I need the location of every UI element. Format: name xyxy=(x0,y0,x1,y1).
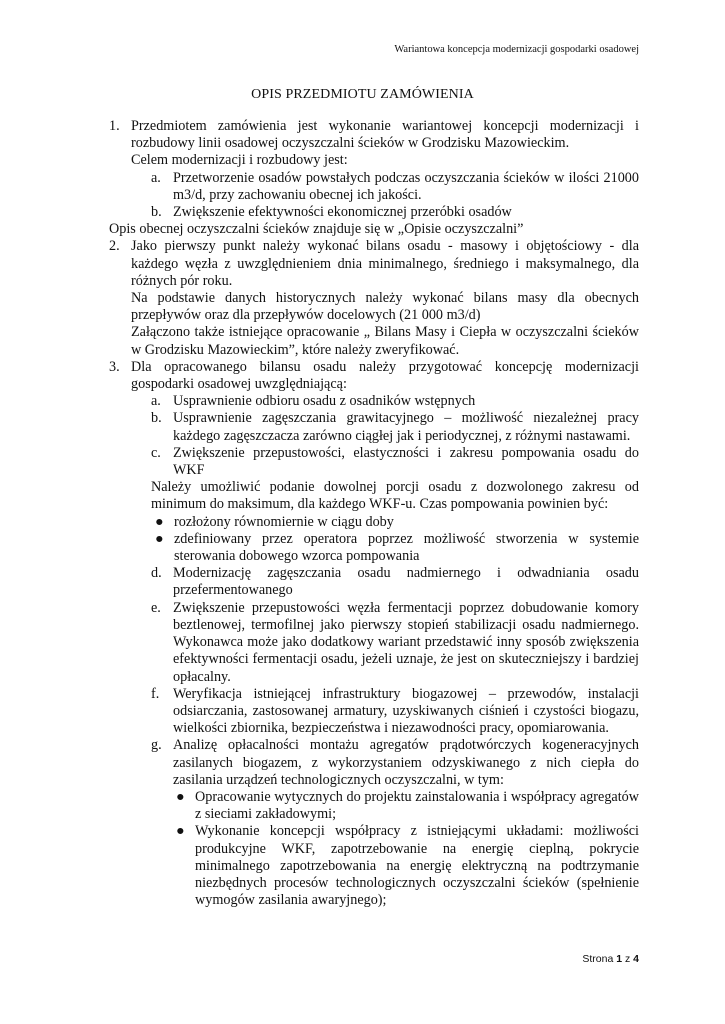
sub-item-text: Przetworzenie osadów powstałych podczas oczyszczania ścieków w ilości 21000 m3/d, przy zachowaniu obecnej ich jakości. xyxy=(173,169,639,203)
bullet-text: Opracowanie wytycznych do projektu zainstalowania i współpracy agregatów z sieciami zakładowymi; xyxy=(195,788,639,823)
bullet-text: zdefiniowany przez operatora poprzez możliwość stworzenia w systemie sterowania dobowego wzorca pompowania xyxy=(174,530,639,565)
running-header: Wariantowa koncepcja modernizacji gospodarki osadowej xyxy=(394,44,639,55)
bullet-text: Wykonanie koncepcji współpracy z istniejącymi układami: możliwości produkcyjne WKF, zapotrzebowanie na energię cieplną, pokrycie minimalnego zapotrzebowania na energię elektryczną na podtrzymanie niezbędnych procesów technologicznych oczyszczalni ścieków (spełnienie wymogów zasilania awaryjnego); xyxy=(195,823,639,909)
item-text: Przedmiotem zamówienia jest wykonanie wariantowej koncepcji modernizacji i rozbudowy linii osadowej oczyszczalni ścieków w Grodzisku Mazowieckim. xyxy=(131,118,639,152)
document-title: OPIS PRZEDMIOTU ZAMÓWIENIA xyxy=(251,87,474,102)
paragraph: Na podstawie danych historycznych należy wykonać bilans masy dla obecnych przepływów oraz dla przepływów docelowych (21 000 m3/d) xyxy=(131,290,639,324)
item-number: 1. xyxy=(109,118,120,134)
sub-item-text: Zwiększenie przepustowości, elastyczności i zakresu pompowania osadu do WKF xyxy=(173,444,639,479)
page-total: 4 xyxy=(633,953,639,965)
sub-item-3b xyxy=(109,410,639,444)
sub-item-label: g. xyxy=(151,737,162,754)
list-item-3 xyxy=(109,359,639,393)
sub-item-label: a. xyxy=(151,393,161,410)
sub-item-3c xyxy=(109,445,639,479)
sub-item-label: e. xyxy=(151,599,161,616)
sub-item-text: Analizę opłacalności montażu agregatów prądotwórczych kogeneracyjnych zasilanych biogazem, z wykorzystaniem odzyskiwanego z nich ciepła do zasilania urządzeń technologicznych oczyszczalni, w tym: xyxy=(173,737,639,788)
sub-item-label: b. xyxy=(151,204,162,221)
sub-item-label: d. xyxy=(151,565,162,582)
sub-item-3a xyxy=(109,393,639,410)
sub-item-label: c. xyxy=(151,444,161,461)
bullet-text: rozłożony równomiernie w ciągu doby xyxy=(174,513,394,530)
page-label: Strona xyxy=(582,953,614,965)
goal-intro: Celem modernizacji i rozbudowy jest: xyxy=(131,152,348,169)
sub-item-text: Usprawnienie odbioru osadu z osadników wstępnych xyxy=(173,393,476,410)
bullet-icon: ● xyxy=(176,788,185,805)
list-item-2 xyxy=(109,238,639,290)
document-body xyxy=(109,118,639,909)
sub-item-label: b. xyxy=(151,410,162,427)
sub-item-text: Weryfikacja istniejącej infrastruktury biogazowej – przewodów, instalacji odsiarczania, zastosowanej armatury, uzyskiwanych ciśnień i czystości biogazu, wielkości zbiornika, bezpieczeństwa i niezawodności pracy, opomiarowania. xyxy=(173,685,639,737)
sub-item-label: f. xyxy=(151,685,160,702)
note-paragraph: Opis obecnej oczyszczalni ścieków znajduje się w „Opisie oczyszczalni” xyxy=(109,221,524,238)
bullet-item xyxy=(109,823,639,909)
paragraph: Należy umożliwić podanie dowolnej porcji osadu z dozwolonego zakresu od minimum do maksimum, dla każdego WKF-u. Czas pompowania powinien być: xyxy=(151,479,639,513)
item-text: Jako pierwszy punkt należy wykonać bilans osadu - masowy i objętościowy - dla każdego węzła z uwzględnieniem dnia minimalnego, średniego i maksymalnego, dla różnych pór roku. xyxy=(131,238,639,289)
bullet-item xyxy=(109,514,639,531)
sub-item-3f xyxy=(109,686,639,738)
sub-item-1a xyxy=(109,170,639,204)
item-text: Dla opracowanego bilansu osadu należy przygotować koncepcję modernizacji gospodarki osadowej uwzględniającą: xyxy=(131,358,639,393)
bullet-item xyxy=(109,789,639,823)
sub-item-3e xyxy=(109,600,639,686)
sub-item-text: Usprawnienie zagęszczania grawitacyjnego – możliwość niezależnej pracy każdego zagęszczacza zarówno ciągłej jak i periodycznej, z różnymi nastawami. xyxy=(173,410,639,444)
page-number: 1 xyxy=(616,953,623,965)
bullet-icon: ● xyxy=(155,513,164,530)
item-number: 3. xyxy=(109,358,120,375)
page-footer xyxy=(582,953,639,965)
sub-item-label: a. xyxy=(151,169,161,186)
paragraph: Załączono także istniejące opracowanie „ Bilans Masy i Ciepła w oczyszczalni ścieków w Grodzisku Mazowieckim”, które należy zweryfikować. xyxy=(131,324,639,358)
bullet-icon: ● xyxy=(176,823,185,840)
sub-item-3d xyxy=(109,565,639,599)
bullet-item xyxy=(109,531,639,565)
sub-item-3g xyxy=(109,737,639,789)
item-number: 2. xyxy=(109,238,120,255)
bullet-icon: ● xyxy=(155,530,164,547)
sub-item-text: Zwiększenie przepustowości węzła fermentacji poprzez dobudowanie komory beztlenowej, termofilnej jako pierwszy stopień stabilizacji osadu nadmiernego. Wykonawca może jako dodatkowy wariant przedstawić inny sposób zwiększenia efektywności fermentacji osadu, jeżeli uznaje, że jest on skuteczniejszy i bardziej opłacalny. xyxy=(173,599,639,685)
page-of: z xyxy=(624,953,631,965)
sub-item-text: Modernizację zagęszczania osadu nadmiernego i odwadniania osadu przefermentowanego xyxy=(173,565,639,599)
list-item-1 xyxy=(109,118,639,152)
sub-item-1b xyxy=(109,204,639,221)
sub-item-text: Zwiększenie efektywności ekonomicznej przeróbki osadów xyxy=(173,204,512,221)
